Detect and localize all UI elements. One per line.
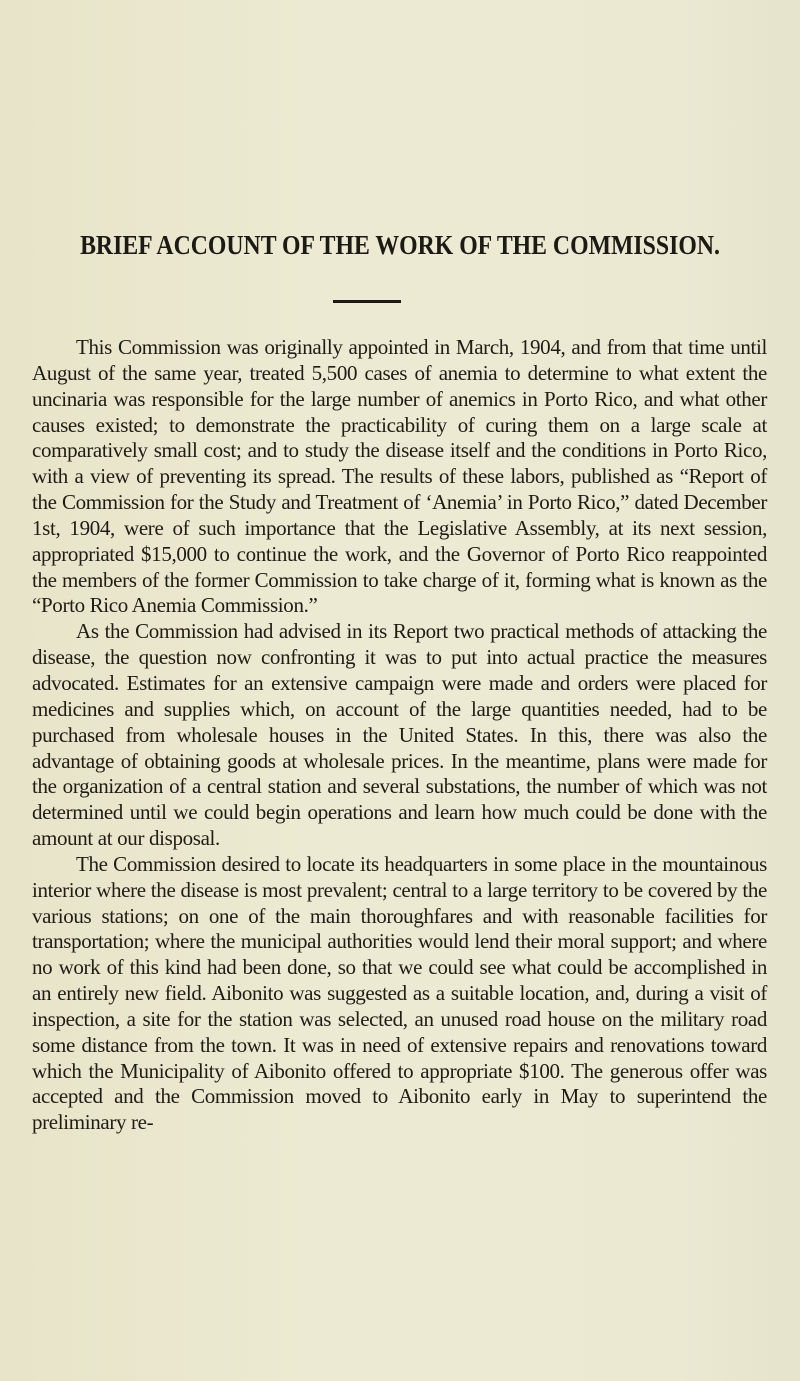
document-body [32, 335, 767, 1136]
paragraph-1: This Commission was originally appointed in March, 1904, and from that time until August of the same year, treated 5,500 cases of anemia to determine to what extent the uncinaria was responsible for the large number of anemics in Porto Rico, and what other causes existed; to demonstrate the practicability of curing them on a large scale at comparatively small cost; and to study the disease itself and the conditions in Porto Rico, with a view of preventing its spread. The results of these labors, published as “Report of the Commission for the Study and Treatment of ‘Anemia’ in Porto Rico,” dated December 1st, 1904, were of such importance that the Legislative Assembly, at its next session, appropriated $15,000 to continue the work, and the Governor of Porto Rico reappointed the members of the former Commission to take charge of it, forming what is known as the “Porto Rico Anemia Commission.” [32, 335, 767, 618]
paragraph-3: The Commission desired to locate its headquarters in some place in the mountainous interior where the disease is most prevalent; central to a large territory to be covered by the various stations; on one of the main thoroughfares and with reasonable facilities for transportation; where the municipal authorities would lend their moral support; and where no work of this kind had been done, so that we could see what could be accomplished in an entirely new field. Aibonito was suggested as a suitable location, and, during a visit of inspection, a site for the station was selected, an unused road house on the military road some distance from the town. It was in need of extensive repairs and renovations toward which the Municipality of Aibonito offered to appropriate $100. The generous offer was accepted and the Commission moved to Aibonito early in May to superintend the preliminary re- [32, 851, 767, 1135]
paragraph-2: As the Commission had advised in its Report two practical methods of attacking the disease, the question now confronting it was to put into actual practice the measures advocated. Estimates for an extensive campaign were made and orders were placed for medicines and supplies which, on account of the large quantities needed, had to be purchased from wholesale houses in the United States. In this, there was also the advantage of obtaining goods at wholesale prices. In the meantime, plans were made for the organization of a central station and several substations, the number of which was not determined until we could begin operations and learn how much could be done with the amount at our disposal. [32, 619, 767, 851]
title-divider [333, 300, 401, 303]
page-title: BRIEF ACCOUNT OF THE WORK OF THE COMMISSION. [80, 230, 720, 260]
